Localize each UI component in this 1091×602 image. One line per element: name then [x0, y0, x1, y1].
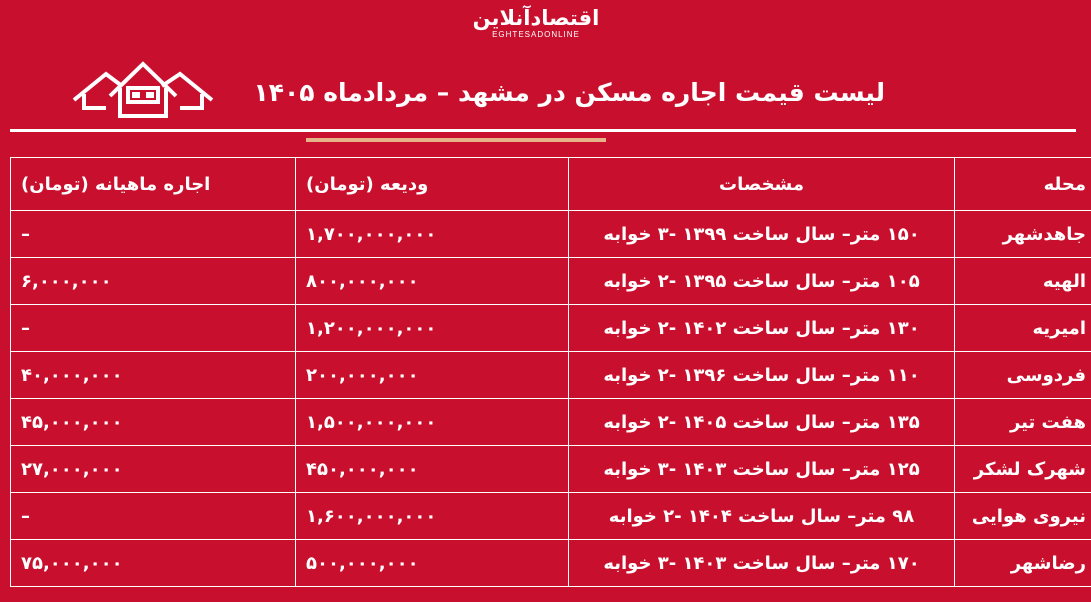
spec-cell: ۹۸ متر– سال ساخت ۱۴۰۴ -۲ خوابه: [569, 493, 955, 540]
table-row: [11, 493, 1091, 540]
column-header-area: محله: [955, 158, 1091, 211]
column-header-spec: مشخصات: [569, 158, 955, 211]
rent-cell: ۶,۰۰۰,۰۰۰: [11, 258, 296, 305]
area-cell: فردوسی: [955, 352, 1091, 399]
deposit-cell: ۱,۵۰۰,۰۰۰,۰۰۰: [296, 399, 569, 446]
deposit-cell: ۴۵۰,۰۰۰,۰۰۰: [296, 446, 569, 493]
area-cell: هفت تیر: [955, 399, 1091, 446]
spec-cell: ۱۳۵ متر– سال ساخت ۱۴۰۵ -۲ خوابه: [569, 399, 955, 446]
area-cell: الهیه: [955, 258, 1091, 305]
area-cell: امیریه: [955, 305, 1091, 352]
spec-cell: ۱۰۵ متر– سال ساخت ۱۳۹۵ -۲ خوابه: [569, 258, 955, 305]
deposit-cell: ۲۰۰,۰۰۰,۰۰۰: [296, 352, 569, 399]
rent-price-table: [10, 157, 1091, 587]
spec-cell: ۱۳۰ متر– سال ساخت ۱۴۰۲ -۲ خوابه: [569, 305, 955, 352]
page-title: لیست قیمت اجاره مسکن در مشهد – مردادماه ۱۴۰۵: [253, 78, 885, 107]
column-header-deposit: ودیعه (تومان): [296, 158, 569, 211]
spec-cell: ۱۲۵ متر– سال ساخت ۱۴۰۳ -۳ خوابه: [569, 446, 955, 493]
column-header-rent: اجاره ماهیانه (تومان): [11, 158, 296, 211]
rent-cell: –: [11, 305, 296, 352]
table-row: [11, 446, 1091, 493]
brand-logo: [466, 6, 606, 46]
rent-cell: ۴۵,۰۰۰,۰۰۰: [11, 399, 296, 446]
spec-cell: ۱۱۰ متر– سال ساخت ۱۳۹۶ -۲ خوابه: [569, 352, 955, 399]
area-cell: نیروی هوایی: [955, 493, 1091, 540]
spec-cell: ۱۷۰ متر– سال ساخت ۱۴۰۳ -۳ خوابه: [569, 540, 955, 587]
rent-cell: –: [11, 493, 296, 540]
deposit-cell: ۸۰۰,۰۰۰,۰۰۰: [296, 258, 569, 305]
table-row: [11, 540, 1091, 587]
table-row: [11, 211, 1091, 258]
deposit-cell: ۱,۲۰۰,۰۰۰,۰۰۰: [296, 305, 569, 352]
spec-cell: ۱۵۰ متر– سال ساخت ۱۳۹۹ -۳ خوابه: [569, 211, 955, 258]
title-accent-divider: [306, 138, 606, 142]
area-cell: رضاشهر: [955, 540, 1091, 587]
table-row: [11, 352, 1091, 399]
area-cell: شهرک لشکر: [955, 446, 1091, 493]
brand-subtitle: EGHTESADONLINE: [492, 30, 580, 39]
rent-cell: ۷۵,۰۰۰,۰۰۰: [11, 540, 296, 587]
table-header-row: [11, 158, 1091, 211]
deposit-cell: ۱,۶۰۰,۰۰۰,۰۰۰: [296, 493, 569, 540]
deposit-cell: ۵۰۰,۰۰۰,۰۰۰: [296, 540, 569, 587]
area-cell: جاهدشهر: [955, 211, 1091, 258]
rent-cell: ۴۰,۰۰۰,۰۰۰: [11, 352, 296, 399]
table-row: [11, 258, 1091, 305]
rent-cell: ۲۷,۰۰۰,۰۰۰: [11, 446, 296, 493]
table-row: [11, 305, 1091, 352]
table-row: [11, 399, 1091, 446]
deposit-cell: ۱,۷۰۰,۰۰۰,۰۰۰: [296, 211, 569, 258]
title-divider: [10, 129, 1076, 132]
brand-name: اقتصادآنلاین: [472, 6, 600, 30]
rent-cell: –: [11, 211, 296, 258]
house-icon: [70, 58, 216, 124]
